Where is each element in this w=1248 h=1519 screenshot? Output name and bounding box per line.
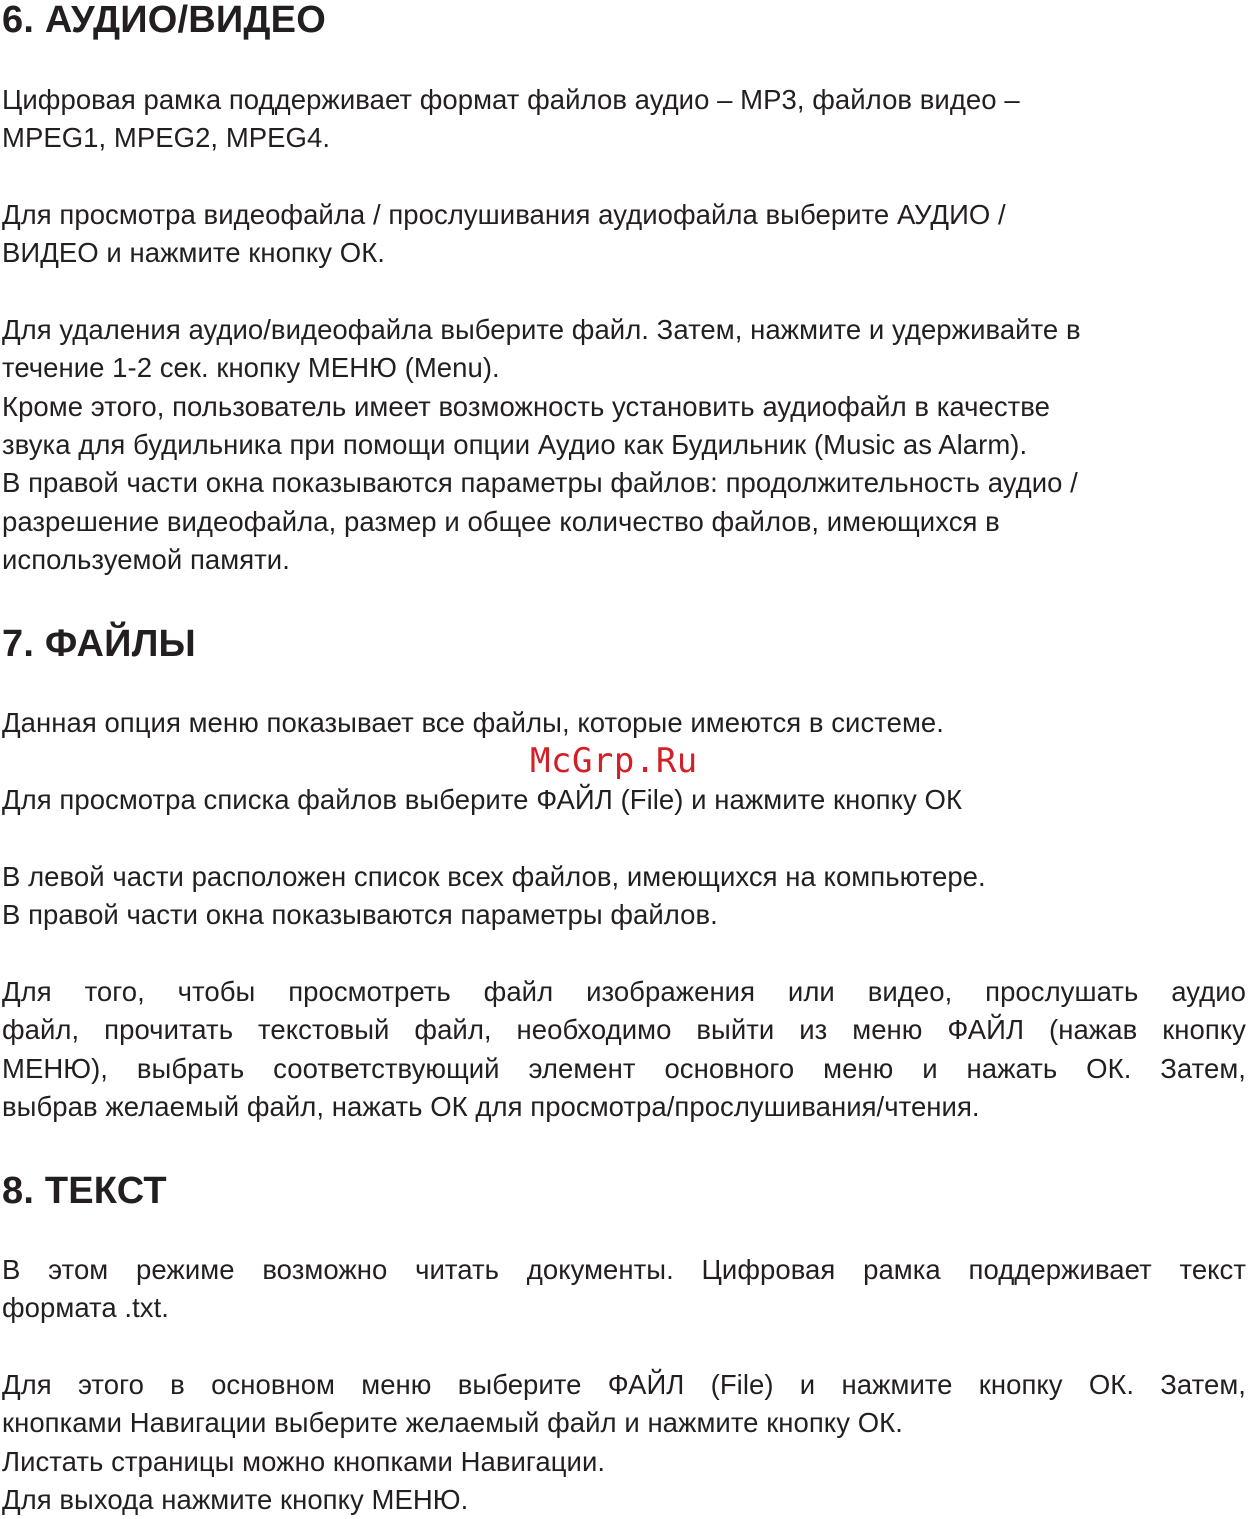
section-7-line-3: В левой части расположен список всех файлов, имеющихся на компьютере. xyxy=(2,861,986,892)
section-6-line-10: разрешение видеофайла, размер и общее количество файлов, имеющихся в xyxy=(2,506,1000,537)
section-6-heading: 6. АУДИО/ВИДЕО xyxy=(2,0,326,41)
section-7-line-1: Данная опция меню показывает все файлы, которые имеются в системе. xyxy=(2,707,944,738)
section-8-line-3: Для этого в основном меню выберите ФАЙЛ (File) и нажмите кнопку ОК. Затем, xyxy=(2,1369,1246,1400)
section-7-line-8: выбрав желаемый файл, нажать ОК для просмотра/прослушивания/чтения. xyxy=(2,1091,980,1122)
section-6-line-2: MPEG1, MPEG2, MPEG4. xyxy=(2,122,331,153)
section-6-line-11: используемой памяти. xyxy=(2,544,290,575)
section-7-line-6: файл, прочитать текстовый файл, необходимо выйти из меню ФАЙЛ (нажав кнопку xyxy=(2,1014,1246,1045)
watermark-logo: McGrp.Ru xyxy=(530,741,698,781)
section-6-line-4: ВИДЕО и нажмите кнопку ОК. xyxy=(2,237,385,268)
section-6-line-1: Цифровая рамка поддерживает формат файлов аудио – MP3, файлов видео – xyxy=(2,84,1020,115)
section-8-line-4: кнопками Навигации выберите желаемый файл и нажмите кнопку ОК. xyxy=(2,1407,903,1438)
section-8-heading: 8. ТЕКСТ xyxy=(2,1170,167,1212)
section-6-line-8: звука для будильника при помощи опции Аудио как Будильник (Music as Alarm). xyxy=(2,429,1028,460)
section-8-line-1: В этом режиме возможно читать документы. Цифровая рамка поддерживает текст xyxy=(2,1254,1246,1285)
section-8-line-6: Для выхода нажмите кнопку МЕНЮ. xyxy=(2,1484,469,1515)
section-8-line-2: формата .txt. xyxy=(2,1292,169,1323)
section-7-heading: 7. ФАЙЛЫ xyxy=(2,623,196,665)
section-6-line-9: В правой части окна показываются параметры файлов: продолжительность аудио / xyxy=(2,467,1078,498)
section-7-line-7: МЕНЮ), выбрать соответствующий элемент основного меню и нажать ОК. Затем, xyxy=(2,1053,1246,1084)
section-6-line-3: Для просмотра видеофайла / прослушивания аудиофайла выберите АУДИО / xyxy=(2,199,1006,230)
section-6-line-5: Для удаления аудио/видеофайла выберите файл. Затем, нажмите и удерживайте в xyxy=(2,314,1081,345)
section-7-line-4: В правой части окна показываются параметры файлов. xyxy=(2,899,718,930)
section-7-line-2: Для просмотра списка файлов выберите ФАЙЛ (File) и нажмите кнопку ОК xyxy=(2,784,963,815)
section-6-line-7: Кроме этого, пользователь имеет возможность установить аудиофайл в качестве xyxy=(2,391,1050,422)
section-6-line-6: течение 1-2 сек. кнопку МЕНЮ (Menu). xyxy=(2,352,500,383)
section-8-line-5: Листать страницы можно кнопками Навигации. xyxy=(2,1446,606,1477)
section-7-line-5: Для того, чтобы просмотреть файл изображения или видео, прослушать аудио xyxy=(2,976,1246,1007)
